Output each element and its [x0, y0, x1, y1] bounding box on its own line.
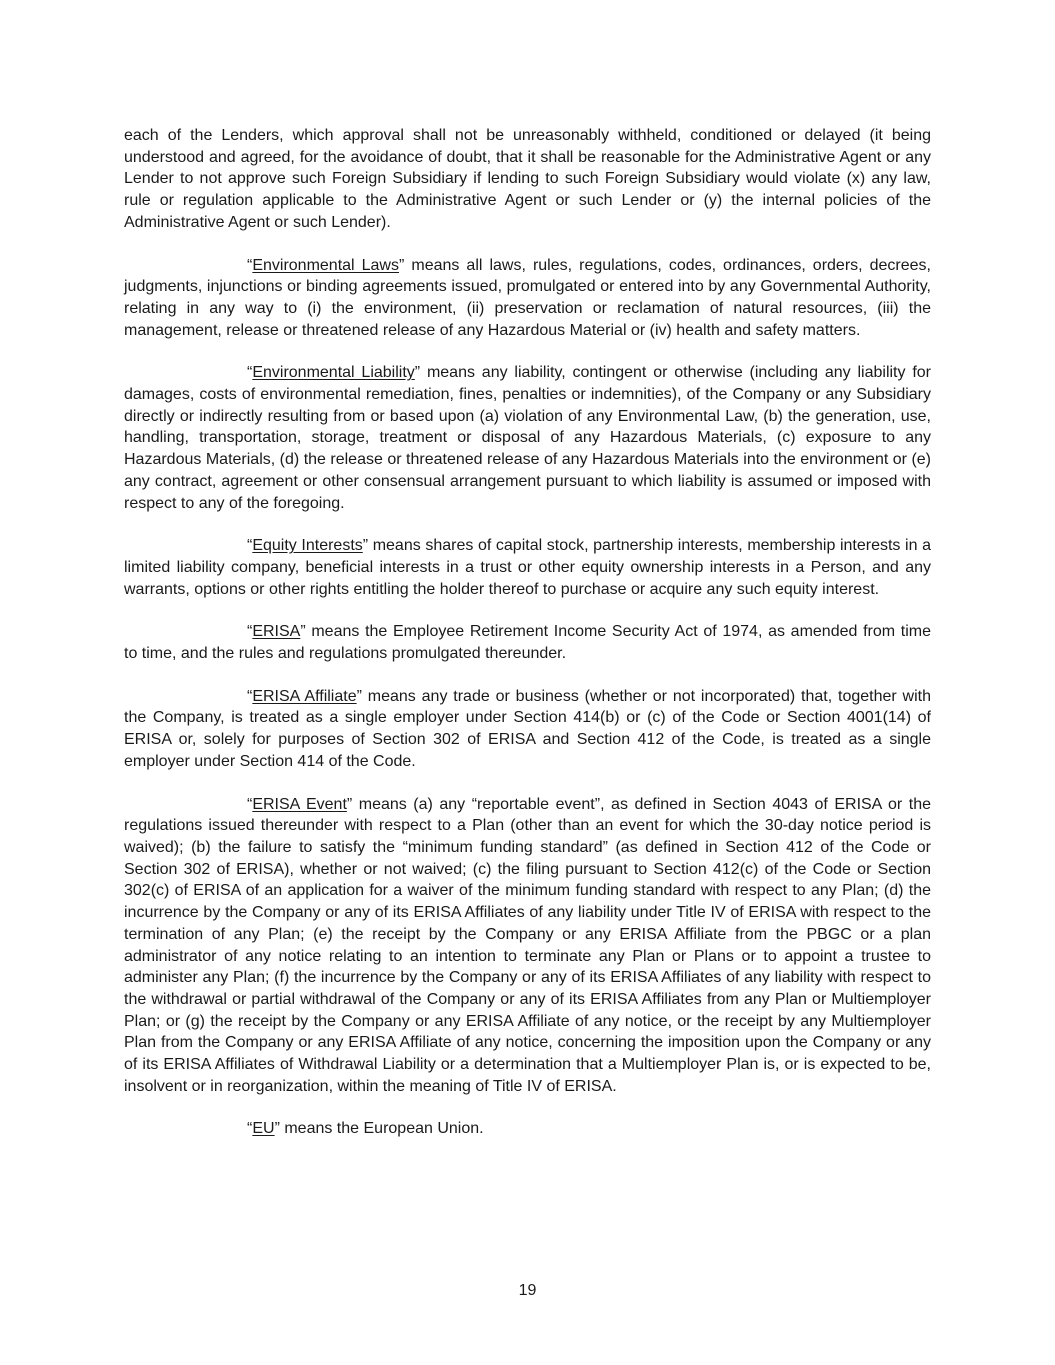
- defined-term: Equity Interests: [252, 537, 363, 555]
- open-quote: “: [247, 364, 253, 382]
- definition-environmental-liability: [124, 362, 931, 514]
- page-number: 19: [518, 1282, 537, 1299]
- definition-body: means the European Union.: [279, 1120, 484, 1138]
- close-quote: ”: [356, 687, 362, 705]
- definition-erisa-event: [124, 794, 931, 1098]
- close-quote: ”: [274, 1120, 280, 1138]
- definition-body: means any liability, contingent or otherwise (including any liability for damages, costs of environmental remediation, fines, penalties or indemnities), of the Company or any Subsidiary directly or indirectly resulting from or based upon (a) violation of any Environmental Law, (b) the generation, use, handling, transportation, storage, treatment or disposal of any Hazardous Materials, (c) exposure to any Hazardous Materials, (d) the release or threatened release of any Hazardous Materials into the environment or (e) any contract, agreement or other consensual arrangement pursuant to which liability is assumed or imposed with respect to any of the foregoing.: [124, 364, 932, 512]
- definition-erisa: [124, 621, 931, 664]
- defined-term: EU: [252, 1120, 275, 1138]
- definition-body: means shares of capital stock, partnership interests, membership interests in a limited liability company, beneficial interests in a trust or other equity ownership interests in a Person, and any warrants, options or other rights entitling the holder thereof to purchase or acquire any such equity interest.: [124, 537, 931, 598]
- close-quote: ”: [300, 623, 306, 641]
- continuation-paragraph: each of the Lenders, which approval shall not be unreasonably withheld, conditioned or delayed (it being understood and agreed, for the avoidance of doubt, that it shall be reasonable for the Administrative Agent or any Lender to not approve such Foreign Subsidiary if lending to such Foreign Subsidiary would violate (x) any law, rule or regulation applicable to the Administrative Agent or such Lender or (y) the internal policies of the Administrative Agent or such Lender).: [124, 127, 931, 231]
- open-quote: “: [247, 795, 253, 813]
- definition-body: means (a) any “reportable event”, as defined in Section 4043 of ERISA or the regulations issued thereunder with respect to a Plan (other than an event for which the 30-day notice period is waived); (b) the failure to satisfy the “minimum funding standard” (as defined in Section 412 of the Code or Section 302 of ERISA), whether or not waived; (c) the filing pursuant to Section 412(c) of the Code or Section 302(c) of ERISA of an application for a waiver of the minimum funding standard with respect to any Plan; (d) the incurrence by the Company or any of its ERISA Affiliates of any liability under Title IV of ERISA with respect to the termination of any Plan; (e) the receipt by the Company or any ERISA Affiliate from the PBGC or a plan administrator of any notice relating to an intention to terminate any Plan or Plans or to appoint a trustee to administer any Plan; (f) the incurrence by the Company or any of its ERISA Affiliates of any liability with respect to the withdrawal or partial withdrawal of the Company or any of its ERISA Affiliates from any Plan or Multiemployer Plan; or (g) the receipt by the Company or any ERISA Affiliate of any notice, or the receipt by any Multiemployer Plan from the Company or any ERISA Affiliate of any notice, concerning the imposition upon the Company or any of its ERISA Affiliates of Withdrawal Liability or a determination that a Multiemployer Plan is, or is expected to be, insolvent or in reorganization, within the meaning of Title IV of ERISA.: [124, 795, 931, 1095]
- open-quote: “: [247, 1120, 253, 1138]
- definition-erisa-affiliate: [124, 686, 931, 773]
- definition-eu: [124, 1118, 931, 1140]
- open-quote: “: [247, 256, 253, 274]
- definition-body: means the Employee Retirement Income Security Act of 1974, as amended from time to time, and the rules and regulations promulgated thereunder.: [124, 623, 931, 663]
- definition-body: means all laws, rules, regulations, codes, ordinances, orders, decrees, judgments, injunctions or binding agreements issued, promulgated or entered into by any Governmental Authority, relating in any way to (i) the environment, (ii) preservation or reclamation of natural resources, (iii) the management, release or threatened release of any Hazardous Material or (iv) health and safety matters.: [124, 256, 932, 339]
- defined-term: Environmental Liability: [252, 364, 415, 382]
- document-page: [124, 125, 931, 1161]
- defined-term: ERISA: [252, 623, 301, 641]
- open-quote: “: [247, 623, 253, 641]
- open-quote: “: [247, 537, 253, 555]
- close-quote: ”: [346, 795, 353, 813]
- definition-equity-interests: [124, 535, 931, 600]
- close-quote: ”: [414, 364, 421, 382]
- close-quote: ”: [399, 256, 405, 274]
- definition-body: means any trade or business (whether or not incorporated) that, together with the Company, is treated as a single employer under Section 414(b) or (c) of the Code or Section 4001(14) of ERISA or, solely for purposes of Section 302 of ERISA and Section 412 of the Code, is treated as a single employer under Section 414 of the Code.: [124, 687, 932, 770]
- definition-environmental-laws: [124, 255, 931, 342]
- open-quote: “: [247, 687, 253, 705]
- defined-term: ERISA Event: [252, 795, 347, 813]
- defined-term: ERISA Affiliate: [252, 687, 357, 705]
- defined-term: Environmental Laws: [252, 256, 399, 274]
- close-quote: ”: [362, 537, 369, 555]
